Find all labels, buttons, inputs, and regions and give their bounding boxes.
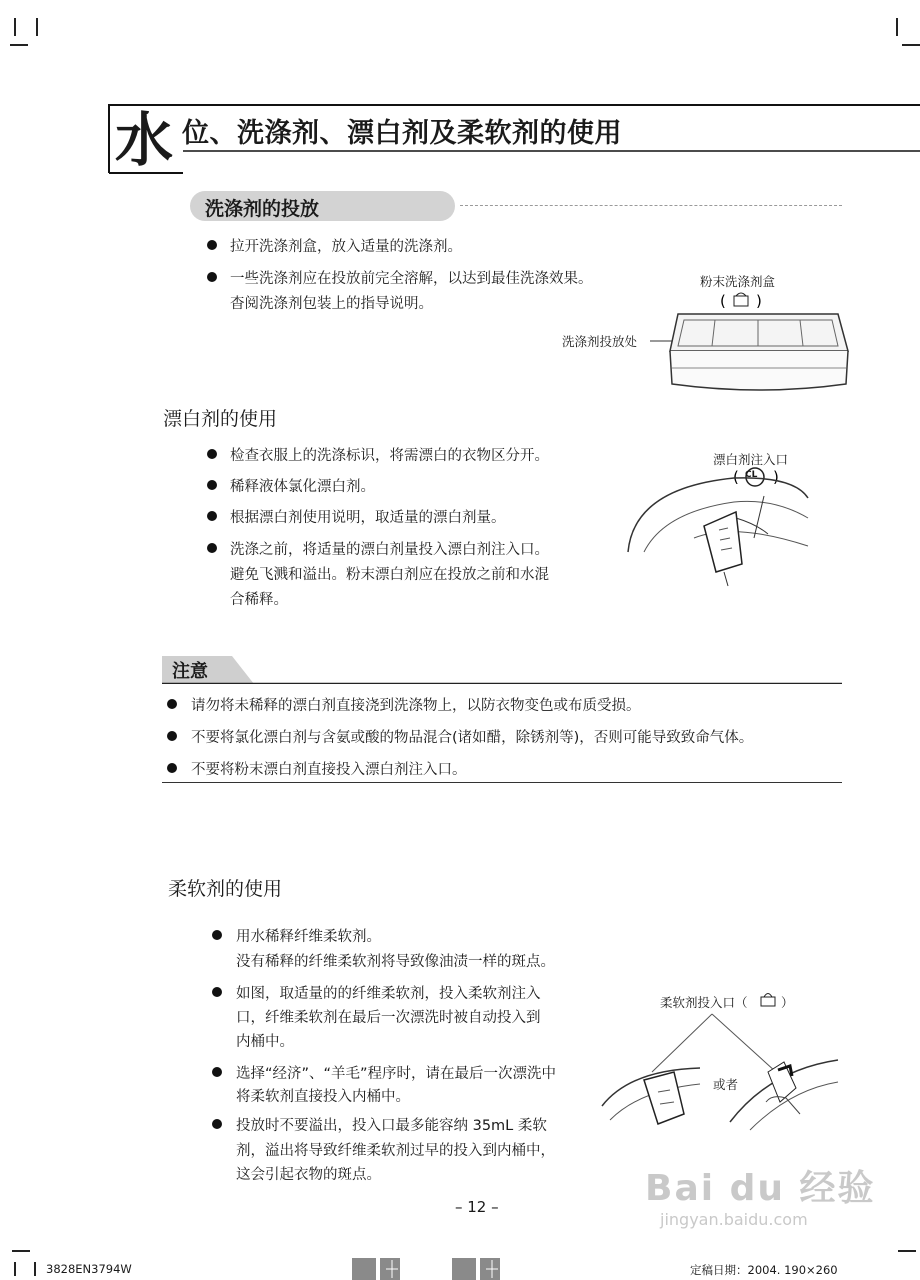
crop-mark	[902, 44, 920, 46]
softener-item-2: 如图，取适量的的纤维柔软剂，投入柔软剂注入	[236, 986, 541, 1002]
bleach-item-4-line3: 合稀释。	[230, 592, 288, 608]
section-heading-softener: 柔软剂的使用	[168, 878, 283, 900]
watermark-brand: Bai du 经验	[645, 1168, 876, 1209]
bullet	[207, 449, 217, 459]
detergent-drawer-illustration	[640, 306, 850, 406]
svg-text:): )	[756, 292, 762, 310]
softener-item-3-line2: 将柔软剂直接投入内桶中。	[236, 1089, 410, 1105]
softener-or-label: 或者	[713, 1077, 739, 1092]
softener-item-4-line2: 剂，溢出将导致纤维柔软剂过早的投入到内桶中，	[236, 1143, 555, 1159]
softener-item-4: 投放时不要溢出，投入口最多能容纳 35mL 柔软	[236, 1118, 547, 1134]
section-heading-bleach: 漂白剂的使用	[163, 408, 278, 430]
softener-inlet-label: 柔软剂投入口（	[660, 995, 748, 1010]
crop-mark	[898, 1250, 916, 1252]
crop-mark	[10, 44, 28, 46]
dispenser-label: 洗涤剂投放处	[562, 334, 638, 349]
detergent-item-1: 拉开洗涤剂盒，放入适量的洗涤剂。	[230, 239, 462, 255]
svg-text:(: (	[720, 292, 726, 310]
title-big-char: 水	[114, 106, 173, 174]
doc-code: 3828EN3794W	[46, 1262, 132, 1276]
softener-pour-illustration	[600, 1010, 840, 1140]
caution-item-2: 不要将氯化漂白剂与含氨或酸的物品混合(诸如醋，除锈剂等)，否则可能导致致命气体。	[191, 730, 754, 746]
bullet	[167, 699, 177, 709]
svg-text:(: (	[733, 468, 739, 486]
bullet	[207, 272, 217, 282]
softener-symbol-icon	[758, 989, 780, 1009]
watermark-url: jingyan.baidu.com	[660, 1210, 808, 1229]
bleach-pour-illustration	[624, 468, 810, 588]
bullet	[212, 930, 222, 940]
dashed-divider	[460, 205, 842, 206]
crop-mark	[36, 18, 38, 36]
registration-marks	[352, 1254, 512, 1280]
softener-item-1-line2: 没有稀释的纤维柔软剂将导致像油渍一样的斑点。	[236, 954, 555, 970]
bullet	[207, 480, 217, 490]
bleach-item-3: 根据漂白剂使用说明，取适量的漂白剂量。	[230, 510, 506, 526]
bullet	[167, 763, 177, 773]
bleach-symbol-text: CL	[745, 470, 758, 480]
caution-header-bar	[162, 656, 842, 684]
bullet	[212, 1067, 222, 1077]
powder-box-label: 粉末洗涤剂盒	[700, 274, 776, 289]
caution-item-3: 不要将粉末漂白剂直接投入漂白剂注入口。	[191, 762, 467, 778]
crop-mark	[34, 1262, 36, 1276]
softener-inlet-label-end: ）	[781, 995, 794, 1010]
crop-mark	[14, 1262, 16, 1276]
page-title: 位、洗涤剂、漂白剂及柔软剂的使用	[182, 118, 622, 149]
caution-bottom-rule	[162, 782, 842, 783]
softener-item-1: 用水稀释纤维柔软剂。	[236, 929, 381, 945]
bullet	[212, 987, 222, 997]
bleach-item-4: 洗涤之前，将适量的漂白剂量投入漂白剂注入口。	[230, 542, 549, 558]
bleach-item-1: 检查衣服上的洗涤标识，将需漂白的衣物区分开。	[230, 448, 549, 464]
caution-heading: 注意	[172, 661, 208, 682]
detergent-item-2-line2: 杳阅洗涤剂包装上的指导说明。	[230, 296, 433, 312]
crop-mark	[12, 1250, 30, 1252]
detergent-item-2: 一些洗涤剂应在投放前完全溶解，以达到最佳洗涤效果。	[230, 271, 593, 287]
crop-mark	[14, 18, 16, 36]
page-number: – 12 –	[455, 1198, 499, 1216]
bleach-item-4-line2: 避免飞溅和溢出。粉末漂白剂应在投放之前和水混	[230, 567, 549, 583]
bleach-item-2: 稀释液体氯化漂白剂。	[230, 479, 375, 495]
crop-mark	[896, 18, 898, 36]
softener-item-3: 选择“经济”、“羊毛”程序时，请在最后一次漂洗中	[236, 1066, 557, 1082]
bullet	[207, 543, 217, 553]
bullet	[212, 1119, 222, 1129]
caution-item-1: 请勿将未稀释的漂白剂直接浇到洗涤物上，以防衣物变色或布质受损。	[191, 698, 641, 714]
softener-item-2-line3: 内桶中。	[236, 1034, 294, 1050]
bleach-inlet-label: 漂白剂注入口	[713, 452, 789, 467]
bullet	[167, 731, 177, 741]
bullet	[207, 511, 217, 521]
softener-item-4-line3: 这会引起衣物的斑点。	[236, 1167, 381, 1183]
finalized-date: 定稿日期：2004. 190×260	[690, 1263, 838, 1277]
softener-item-2-line2: 口，纤维柔软剂在最后一次漂洗时被自动投入到	[236, 1010, 541, 1026]
bullet	[207, 240, 217, 250]
section-heading-detergent: 洗涤剂的投放	[205, 198, 320, 220]
svg-text:): )	[773, 468, 779, 486]
